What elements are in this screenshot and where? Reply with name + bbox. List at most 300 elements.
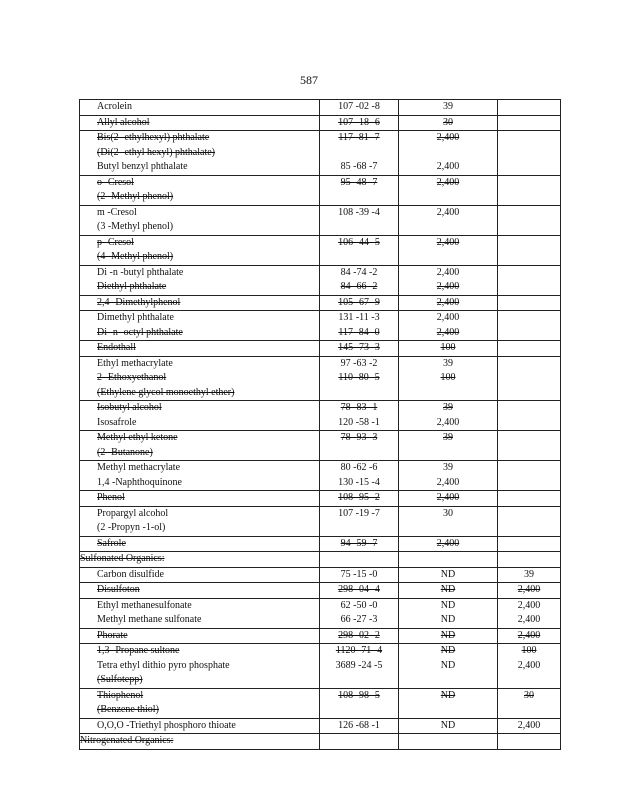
wastewater-standard-cell xyxy=(399,416,498,431)
chemical-name: m -Cresol xyxy=(97,206,137,218)
cas-number: 84 -66 -2 xyxy=(340,281,378,292)
empty-cell xyxy=(498,160,560,175)
nonwastewater-standard-cell xyxy=(498,644,561,659)
table-row xyxy=(80,100,561,116)
wastewater-standard: 2,400 xyxy=(436,161,460,172)
table-row xyxy=(80,371,561,401)
cas-number-cell xyxy=(320,644,399,659)
chemical-name-cell xyxy=(80,598,320,613)
chemical-name: Thiophenol xyxy=(97,689,144,701)
chemical-name: Isobutyl alcohol xyxy=(97,402,162,413)
chemical-name: Dimethyl phthalate xyxy=(97,312,174,323)
chemical-name: Nitrogenated Organics: xyxy=(80,735,174,746)
treatment-standards-table xyxy=(79,99,561,750)
chemical-name-cell xyxy=(80,536,320,552)
nonwastewater-standard-cell xyxy=(498,583,561,599)
cas-number-cell xyxy=(320,205,399,235)
empty-cell xyxy=(320,552,398,567)
cas-number: 80 -62 -6 xyxy=(340,462,378,473)
wastewater-standard-cell xyxy=(399,491,498,507)
cas-number-cell xyxy=(320,734,399,750)
chemical-name: (Sulfotepp) xyxy=(97,674,143,685)
chemical-name: Di -n -butyl phthalate xyxy=(97,266,184,278)
table-row xyxy=(80,235,561,265)
wastewater-standard-cell xyxy=(399,115,498,131)
cas-number-cell xyxy=(320,341,399,357)
wastewater-standard: 2,400 xyxy=(436,206,460,218)
wastewater-standard: 30 xyxy=(443,116,453,128)
wastewater-standard-cell xyxy=(399,265,498,280)
wastewater-standard: ND xyxy=(440,568,456,580)
section-header-row xyxy=(80,552,561,568)
chemical-name: Sulfonated Organics: xyxy=(80,553,165,564)
nonwastewater-standard: 2,400 xyxy=(517,629,541,641)
cas-number: 75 -15 -0 xyxy=(340,568,378,580)
chemical-name: 2,4 -Dimethylphenol xyxy=(97,296,181,308)
chemical-name-cell xyxy=(80,280,320,295)
wastewater-standard: 39 xyxy=(443,402,453,413)
nonwastewater-standard: 2,400 xyxy=(517,719,541,731)
wastewater-standard-cell xyxy=(399,688,498,718)
cas-number: 298 -02 -2 xyxy=(338,629,380,641)
wastewater-standard-cell xyxy=(399,659,498,689)
wastewater-standard: 2,400 xyxy=(436,476,460,488)
wastewater-standard: 2,400 xyxy=(436,492,460,503)
chemical-name: Safrole xyxy=(97,537,126,549)
wastewater-standard-cell xyxy=(399,718,498,734)
chemical-name-cell xyxy=(80,160,320,175)
nonwastewater-standard: 30 xyxy=(524,689,534,701)
chemical-name-cell xyxy=(80,431,320,461)
chemical-name-cell xyxy=(80,416,320,431)
nonwastewater-standard: 2,400 xyxy=(517,614,541,625)
empty-cell xyxy=(498,461,560,476)
wastewater-standard: ND xyxy=(440,599,456,611)
cas-number: 105 -67 -9 xyxy=(338,296,380,308)
nonwastewater-standard-cell xyxy=(498,734,561,750)
wastewater-standard-cell xyxy=(399,461,498,476)
nonwastewater-standard-cell xyxy=(498,326,561,341)
chemical-name: Disulfoton xyxy=(97,584,140,595)
cas-number-cell xyxy=(320,688,399,718)
chemical-name: Methyl ethyl ketone xyxy=(97,432,178,443)
wastewater-standard: ND xyxy=(440,645,456,656)
table-row xyxy=(80,311,561,326)
chemical-name: Di -n -octyl phthalate xyxy=(97,326,183,338)
cas-number: 107 -02 -8 xyxy=(338,101,380,112)
wastewater-standard: 2,400 xyxy=(436,236,460,248)
cas-number: 1120 -71 -4 xyxy=(335,645,383,656)
wastewater-standard: 2,400 xyxy=(436,416,460,428)
chemical-name: Phenol xyxy=(97,492,125,503)
chemical-name: Propargyl alcohol xyxy=(97,507,169,519)
nonwastewater-standard-cell xyxy=(498,628,561,644)
nonwastewater-standard-cell xyxy=(498,235,561,265)
nonwastewater-standard-cell xyxy=(498,265,561,280)
wastewater-standard: 2,400 xyxy=(436,312,460,323)
cas-number: 131 -11 -3 xyxy=(338,312,380,323)
empty-cell xyxy=(498,176,560,191)
wastewater-standard: ND xyxy=(440,659,456,671)
chemical-name: (Ethylene glycol monoethyl ether) xyxy=(97,386,235,398)
cas-number-cell xyxy=(320,416,399,431)
nonwastewater-standard-cell xyxy=(498,491,561,507)
chemical-name: Ethyl methanesulfonate xyxy=(97,599,192,611)
table-row xyxy=(80,280,561,295)
nonwastewater-standard-cell xyxy=(498,506,561,536)
wastewater-standard-cell xyxy=(399,583,498,599)
wastewater-standard-cell xyxy=(399,175,498,205)
cas-number: 85 -68 -7 xyxy=(340,161,378,172)
wastewater-standard-cell xyxy=(399,280,498,295)
nonwastewater-standard-cell xyxy=(498,341,561,357)
cas-number: 117 -81 -7 xyxy=(338,132,380,143)
wastewater-standard-cell xyxy=(399,295,498,311)
cas-number-cell xyxy=(320,536,399,552)
table-row xyxy=(80,326,561,341)
empty-cell xyxy=(498,131,560,146)
empty-cell xyxy=(399,734,497,749)
empty-cell xyxy=(498,206,560,221)
chemical-name: p -Cresol xyxy=(97,236,134,248)
chemical-name-cell xyxy=(80,613,320,628)
empty-cell xyxy=(498,116,560,131)
table-row xyxy=(80,567,561,583)
chemical-name: Carbon disulfide xyxy=(97,568,164,580)
chemical-name-cell xyxy=(80,295,320,311)
nonwastewater-standard-cell xyxy=(498,476,561,491)
cas-number-cell xyxy=(320,461,399,476)
empty-cell xyxy=(320,734,398,749)
empty-cell xyxy=(498,296,560,311)
wastewater-standard-cell xyxy=(399,552,498,568)
empty-cell xyxy=(498,537,560,552)
wastewater-standard: ND xyxy=(440,629,456,641)
cas-number: 108 -98 -5 xyxy=(338,689,380,701)
chemical-name: 1,4 -Naphthoquinone xyxy=(97,476,182,488)
empty-cell xyxy=(498,371,560,386)
cas-number-cell xyxy=(320,371,399,401)
wastewater-standard: 30 xyxy=(443,507,453,519)
wastewater-standard: ND xyxy=(440,689,456,701)
cas-number-cell xyxy=(320,235,399,265)
chemical-name-cell xyxy=(80,235,320,265)
chemical-name-cell xyxy=(80,401,320,416)
table-row xyxy=(80,265,561,280)
chemical-name: (Benzene thiol) xyxy=(97,704,159,715)
table-row xyxy=(80,205,561,235)
cas-number: 108 -39 -4 xyxy=(338,206,380,218)
wastewater-standard: ND xyxy=(440,584,456,595)
empty-cell xyxy=(498,357,560,372)
empty-cell xyxy=(498,311,560,326)
cas-number-cell xyxy=(320,100,399,116)
empty-cell xyxy=(498,236,560,251)
wastewater-standard: 39 xyxy=(443,432,453,443)
table-row xyxy=(80,491,561,507)
chemical-name: Bis(2 -ethylhexyl) phthalate xyxy=(97,132,210,143)
wastewater-standard: ND xyxy=(440,719,456,731)
table-row xyxy=(80,583,561,599)
cas-number-cell xyxy=(320,280,399,295)
cas-number: 126 -68 -1 xyxy=(338,719,380,731)
wastewater-standard: 2,400 xyxy=(436,266,460,278)
chemical-name: Methyl methane sulfonate xyxy=(97,614,202,625)
nonwastewater-standard-cell xyxy=(498,356,561,371)
nonwastewater-standard: 100 xyxy=(521,645,537,656)
cas-number: 106 -44 -5 xyxy=(338,236,380,248)
cas-number: 145 -73 -3 xyxy=(338,342,380,353)
cas-number-cell xyxy=(320,401,399,416)
cas-number-cell xyxy=(320,265,399,280)
empty-cell xyxy=(498,100,560,115)
wastewater-standard-cell xyxy=(399,235,498,265)
chemical-name-cell xyxy=(80,718,320,734)
nonwastewater-standard: 2,400 xyxy=(517,659,541,671)
cas-number: 84 -74 -2 xyxy=(340,266,378,278)
cas-number-cell xyxy=(320,506,399,536)
table-row xyxy=(80,461,561,476)
empty-cell xyxy=(498,476,560,491)
cas-number: 94 -59 -7 xyxy=(340,537,378,549)
nonwastewater-standard-cell xyxy=(498,131,561,161)
cas-number-cell xyxy=(320,175,399,205)
table-row xyxy=(80,476,561,491)
nonwastewater-standard: 39 xyxy=(524,568,534,580)
cas-number-cell xyxy=(320,326,399,341)
nonwastewater-standard-cell xyxy=(498,718,561,734)
wastewater-standard-cell xyxy=(399,613,498,628)
chemical-name: Ethyl methacrylate xyxy=(97,357,173,369)
wastewater-standard: 2,400 xyxy=(436,281,460,292)
nonwastewater-standard-cell xyxy=(498,371,561,401)
table-row xyxy=(80,628,561,644)
empty-cell xyxy=(498,266,560,281)
page-number: 587 xyxy=(300,73,318,87)
table-row xyxy=(80,356,561,371)
empty-cell xyxy=(498,416,560,431)
empty-cell xyxy=(498,491,560,506)
chemical-name-cell xyxy=(80,644,320,659)
table-row xyxy=(80,341,561,357)
chemical-name: (2 -Methyl phenol) xyxy=(97,191,174,202)
chemical-name-cell xyxy=(80,311,320,326)
cas-number: 108 -95 -2 xyxy=(338,492,380,503)
chemical-name: Isosafrole xyxy=(97,416,137,428)
wastewater-standard-cell xyxy=(399,401,498,416)
table-row xyxy=(80,431,561,461)
cas-number-cell xyxy=(320,115,399,131)
empty-cell xyxy=(498,552,560,567)
empty-cell xyxy=(498,431,560,446)
nonwastewater-standard: 2,400 xyxy=(517,584,541,595)
chemical-name-cell xyxy=(80,476,320,491)
chemical-name: 2 -Ethoxyethanol xyxy=(97,372,167,383)
cas-number-cell xyxy=(320,160,399,175)
nonwastewater-standard-cell xyxy=(498,613,561,628)
cas-number: 298 -04 -4 xyxy=(338,584,380,595)
empty-cell xyxy=(498,280,560,295)
chemical-name-cell xyxy=(80,326,320,341)
section-header-row xyxy=(80,734,561,750)
nonwastewater-standard-cell xyxy=(498,431,561,461)
cas-number: 66 -27 -3 xyxy=(340,614,378,625)
wastewater-standard-cell xyxy=(399,734,498,750)
wastewater-standard: 100 xyxy=(440,372,456,383)
cas-number: 97 -63 -2 xyxy=(340,357,378,369)
cas-number: 107 -19 -7 xyxy=(338,507,380,519)
nonwastewater-standard-cell xyxy=(498,280,561,295)
chemical-name: Tetra ethyl dithio pyro phosphate xyxy=(97,659,230,671)
wastewater-standard-cell xyxy=(399,371,498,401)
nonwastewater-standard-cell xyxy=(498,461,561,476)
cas-number: 78 -83 -1 xyxy=(340,402,378,413)
wastewater-standard-cell xyxy=(399,341,498,357)
chemical-name: Butyl benzyl phthalate xyxy=(97,161,188,172)
chemical-name-cell xyxy=(80,688,320,718)
chemical-name: 1,3 -Propane sultone xyxy=(97,645,180,656)
wastewater-standard: 100 xyxy=(440,342,456,353)
wastewater-standard: 2,400 xyxy=(436,132,460,143)
chemical-name: Allyl alcohol xyxy=(97,116,150,128)
table-row xyxy=(80,644,561,659)
nonwastewater-standard-cell xyxy=(498,401,561,416)
empty-cell xyxy=(498,734,560,749)
wastewater-standard: 2,400 xyxy=(436,296,460,308)
wastewater-standard-cell xyxy=(399,100,498,116)
chemical-name-cell xyxy=(80,583,320,599)
chemical-name: (2 -Butanone) xyxy=(97,446,153,458)
cas-number-cell xyxy=(320,613,399,628)
cas-number-cell xyxy=(320,295,399,311)
chemical-name-cell xyxy=(80,115,320,131)
table-row xyxy=(80,659,561,689)
wastewater-standard: 39 xyxy=(443,357,453,369)
chemical-name: Methyl methacrylate xyxy=(97,462,181,473)
nonwastewater-standard-cell xyxy=(498,100,561,116)
cas-number-cell xyxy=(320,628,399,644)
table-row xyxy=(80,718,561,734)
empty-cell xyxy=(498,341,560,356)
cas-number: 95 -48 -7 xyxy=(340,176,378,188)
wastewater-standard-cell xyxy=(399,326,498,341)
empty-cell xyxy=(498,401,560,416)
chemical-name-cell xyxy=(80,356,320,371)
cas-number-cell xyxy=(320,552,399,568)
table-row xyxy=(80,115,561,131)
wastewater-standard-cell xyxy=(399,131,498,161)
table-row xyxy=(80,613,561,628)
wastewater-standard: 39 xyxy=(443,462,453,473)
cas-number: 110 -80 -5 xyxy=(338,372,380,383)
chemical-name-cell xyxy=(80,100,320,116)
table-body xyxy=(80,100,561,750)
chemical-name-cell xyxy=(80,175,320,205)
wastewater-standard-cell xyxy=(399,311,498,326)
nonwastewater-standard-cell xyxy=(498,175,561,205)
table-row xyxy=(80,131,561,161)
wastewater-standard-cell xyxy=(399,628,498,644)
wastewater-standard-cell xyxy=(399,160,498,175)
empty-cell xyxy=(498,507,560,522)
nonwastewater-standard-cell xyxy=(498,295,561,311)
cas-number-cell xyxy=(320,491,399,507)
cas-number-cell xyxy=(320,311,399,326)
cas-number-cell xyxy=(320,718,399,734)
cas-number-cell xyxy=(320,598,399,613)
nonwastewater-standard-cell xyxy=(498,115,561,131)
chemical-name-cell xyxy=(80,131,320,161)
nonwastewater-standard: 2,400 xyxy=(517,599,541,611)
chemical-name-cell xyxy=(80,205,320,235)
nonwastewater-standard-cell xyxy=(498,598,561,613)
chemical-name-cell xyxy=(80,371,320,401)
chemical-name-cell xyxy=(80,506,320,536)
wastewater-standard: ND xyxy=(440,614,456,625)
wastewater-standard-cell xyxy=(399,598,498,613)
nonwastewater-standard-cell xyxy=(498,567,561,583)
chemical-name-cell xyxy=(80,265,320,280)
chemical-name: (3 -Methyl phenol) xyxy=(97,221,174,232)
wastewater-standard-cell xyxy=(399,431,498,461)
chemical-name-cell xyxy=(80,628,320,644)
cas-number: 107 -18 -6 xyxy=(338,116,380,128)
chemical-name: O,O,O -Triethyl phosphoro thioate xyxy=(97,719,236,731)
wastewater-standard: 2,400 xyxy=(436,326,460,338)
chemical-name-cell xyxy=(80,461,320,476)
table-row xyxy=(80,416,561,431)
cas-number-cell xyxy=(320,131,399,161)
table-row xyxy=(80,401,561,416)
chemical-name: (4 -Methyl phenol) xyxy=(97,251,174,262)
cas-number-cell xyxy=(320,583,399,599)
nonwastewater-standard-cell xyxy=(498,160,561,175)
table-row xyxy=(80,688,561,718)
nonwastewater-standard-cell xyxy=(498,536,561,552)
table-row xyxy=(80,160,561,175)
wastewater-standard-cell xyxy=(399,476,498,491)
cas-number-cell xyxy=(320,476,399,491)
table-row xyxy=(80,175,561,205)
nonwastewater-standard-cell xyxy=(498,552,561,568)
wastewater-standard-cell xyxy=(399,356,498,371)
cas-number: 3689 -24 -5 xyxy=(335,659,383,671)
cas-number: 117 -84 -0 xyxy=(338,326,380,338)
nonwastewater-standard-cell xyxy=(498,688,561,718)
chemical-name-cell xyxy=(80,659,320,689)
chemical-name: Diethyl phthalate xyxy=(97,281,167,292)
table-row xyxy=(80,598,561,613)
cas-number: 62 -50 -0 xyxy=(340,599,378,611)
chemical-name-cell xyxy=(80,341,320,357)
chemical-name: Endothall xyxy=(97,342,136,353)
chemical-name-cell xyxy=(80,491,320,507)
table-row xyxy=(80,536,561,552)
nonwastewater-standard-cell xyxy=(498,311,561,326)
cas-number-cell xyxy=(320,431,399,461)
cas-number: 130 -15 -4 xyxy=(338,476,380,488)
chemical-name: o -Cresol xyxy=(97,176,134,188)
cas-number-cell xyxy=(320,659,399,689)
cas-number-cell xyxy=(320,567,399,583)
empty-cell xyxy=(498,326,560,341)
wastewater-standard: 2,400 xyxy=(436,176,460,188)
wastewater-standard-cell xyxy=(399,205,498,235)
chemical-name: Acrolein xyxy=(97,101,132,112)
table-row xyxy=(80,506,561,536)
chemical-name: (Di(2 -ethyl hexyl) phthalate) xyxy=(97,146,216,158)
cas-number: 78 -93 -3 xyxy=(340,432,378,443)
